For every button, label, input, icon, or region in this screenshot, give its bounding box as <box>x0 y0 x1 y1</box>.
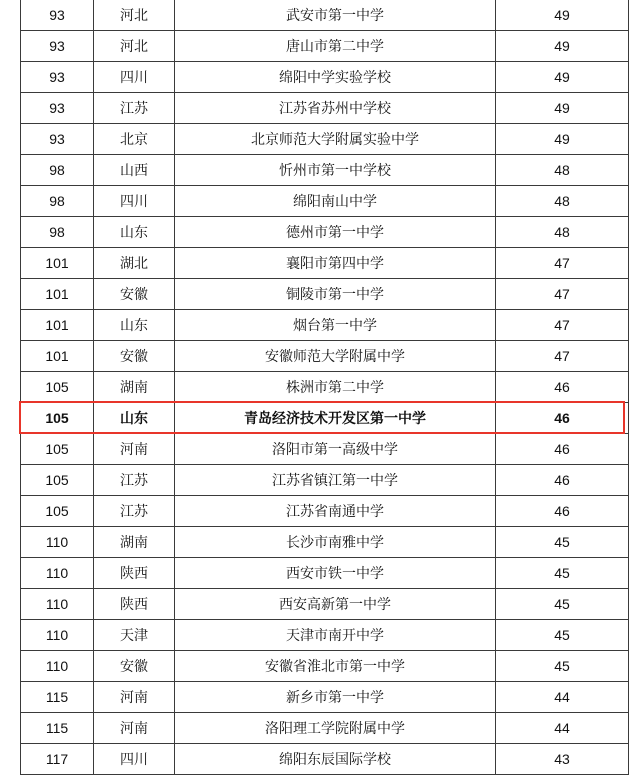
cell-province: 湖南 <box>94 372 175 403</box>
table-body <box>21 0 629 775</box>
cell-province: 山西 <box>94 155 175 186</box>
table-row <box>21 62 629 93</box>
cell-score: 47 <box>496 310 629 341</box>
cell-province: 山东 <box>94 403 175 434</box>
cell-province: 陕西 <box>94 589 175 620</box>
cell-province: 山东 <box>94 310 175 341</box>
cell-province: 河北 <box>94 31 175 62</box>
cell-rank: 105 <box>21 434 94 465</box>
cell-rank: 101 <box>21 248 94 279</box>
cell-school-name: 绵阳中学实验学校 <box>175 62 496 93</box>
cell-score: 49 <box>496 62 629 93</box>
cell-score: 46 <box>496 372 629 403</box>
cell-score: 49 <box>496 93 629 124</box>
cell-rank: 110 <box>21 527 94 558</box>
cell-rank: 110 <box>21 558 94 589</box>
cell-rank: 110 <box>21 651 94 682</box>
cell-rank: 101 <box>21 279 94 310</box>
table-row <box>21 372 629 403</box>
cell-school-name: 江苏省南通中学 <box>175 496 496 527</box>
school-ranking-table <box>20 0 629 775</box>
cell-score: 49 <box>496 0 629 31</box>
cell-school-name: 江苏省镇江第一中学 <box>175 465 496 496</box>
cell-school-name: 唐山市第二中学 <box>175 31 496 62</box>
cell-school-name: 西安高新第一中学 <box>175 589 496 620</box>
cell-province: 四川 <box>94 186 175 217</box>
table-row <box>21 527 629 558</box>
cell-score: 46 <box>496 403 629 434</box>
cell-score: 44 <box>496 713 629 744</box>
cell-rank: 93 <box>21 124 94 155</box>
cell-score: 45 <box>496 527 629 558</box>
cell-province: 安徽 <box>94 341 175 372</box>
table-row <box>21 155 629 186</box>
cell-score: 45 <box>496 651 629 682</box>
cell-rank: 110 <box>21 589 94 620</box>
table-row <box>21 620 629 651</box>
cell-province: 四川 <box>94 744 175 775</box>
cell-province: 陕西 <box>94 558 175 589</box>
cell-score: 49 <box>496 124 629 155</box>
cell-school-name: 江苏省苏州中学校 <box>175 93 496 124</box>
cell-school-name: 安徽师范大学附属中学 <box>175 341 496 372</box>
cell-rank: 101 <box>21 310 94 341</box>
cell-province: 湖北 <box>94 248 175 279</box>
table-row <box>21 496 629 527</box>
cell-province: 河南 <box>94 713 175 744</box>
cell-school-name: 天津市南开中学 <box>175 620 496 651</box>
cell-rank: 115 <box>21 682 94 713</box>
cell-score: 48 <box>496 217 629 248</box>
cell-school-name: 安徽省淮北市第一中学 <box>175 651 496 682</box>
cell-score: 48 <box>496 155 629 186</box>
cell-score: 47 <box>496 248 629 279</box>
cell-province: 安徽 <box>94 279 175 310</box>
cell-school-name: 烟台第一中学 <box>175 310 496 341</box>
cell-score: 47 <box>496 341 629 372</box>
cell-province: 北京 <box>94 124 175 155</box>
table-row <box>21 651 629 682</box>
cell-school-name: 忻州市第一中学校 <box>175 155 496 186</box>
cell-rank: 101 <box>21 341 94 372</box>
cell-province: 安徽 <box>94 651 175 682</box>
table-row <box>21 31 629 62</box>
cell-rank: 105 <box>21 372 94 403</box>
cell-province: 江苏 <box>94 93 175 124</box>
table-row <box>21 310 629 341</box>
table-row <box>21 279 629 310</box>
cell-school-name: 武安市第一中学 <box>175 0 496 31</box>
table-row <box>21 124 629 155</box>
table-row <box>21 465 629 496</box>
cell-rank: 115 <box>21 713 94 744</box>
cell-score: 43 <box>496 744 629 775</box>
table-row <box>21 434 629 465</box>
cell-school-name: 北京师范大学附属实验中学 <box>175 124 496 155</box>
table-row <box>21 682 629 713</box>
cell-school-name: 襄阳市第四中学 <box>175 248 496 279</box>
cell-province: 江苏 <box>94 496 175 527</box>
table-row <box>21 0 629 31</box>
cell-rank: 98 <box>21 155 94 186</box>
cell-score: 45 <box>496 620 629 651</box>
cell-province: 天津 <box>94 620 175 651</box>
cell-rank: 98 <box>21 217 94 248</box>
cell-school-name: 青岛经济技术开发区第一中学 <box>175 403 496 434</box>
cell-school-name: 德州市第一中学 <box>175 217 496 248</box>
cell-score: 46 <box>496 496 629 527</box>
cell-score: 47 <box>496 279 629 310</box>
cell-school-name: 株洲市第二中学 <box>175 372 496 403</box>
cell-province: 山东 <box>94 217 175 248</box>
cell-school-name: 西安市铁一中学 <box>175 558 496 589</box>
table-row <box>21 589 629 620</box>
cell-school-name: 铜陵市第一中学 <box>175 279 496 310</box>
cell-rank: 93 <box>21 0 94 31</box>
cell-rank: 105 <box>21 496 94 527</box>
table-row <box>21 217 629 248</box>
cell-score: 49 <box>496 31 629 62</box>
table-row <box>21 248 629 279</box>
table-row <box>21 341 629 372</box>
table-row <box>21 744 629 775</box>
table-row <box>21 93 629 124</box>
cell-school-name: 绵阳南山中学 <box>175 186 496 217</box>
cell-school-name: 洛阳理工学院附属中学 <box>175 713 496 744</box>
cell-school-name: 洛阳市第一高级中学 <box>175 434 496 465</box>
cell-score: 45 <box>496 558 629 589</box>
cell-score: 44 <box>496 682 629 713</box>
cell-school-name: 新乡市第一中学 <box>175 682 496 713</box>
table-row <box>21 403 629 434</box>
cell-school-name: 绵阳东辰国际学校 <box>175 744 496 775</box>
table-row <box>21 186 629 217</box>
cell-rank: 93 <box>21 31 94 62</box>
cell-province: 河南 <box>94 434 175 465</box>
cell-rank: 93 <box>21 93 94 124</box>
cell-rank: 93 <box>21 62 94 93</box>
cell-school-name: 长沙市南雅中学 <box>175 527 496 558</box>
cell-rank: 105 <box>21 465 94 496</box>
cell-province: 江苏 <box>94 465 175 496</box>
cell-province: 河北 <box>94 0 175 31</box>
cell-rank: 105 <box>21 403 94 434</box>
table-row <box>21 558 629 589</box>
cell-score: 46 <box>496 434 629 465</box>
cell-province: 四川 <box>94 62 175 93</box>
cell-rank: 110 <box>21 620 94 651</box>
cell-score: 48 <box>496 186 629 217</box>
cell-score: 46 <box>496 465 629 496</box>
cell-province: 河南 <box>94 682 175 713</box>
cell-rank: 117 <box>21 744 94 775</box>
table-row <box>21 713 629 744</box>
cell-rank: 98 <box>21 186 94 217</box>
cell-score: 45 <box>496 589 629 620</box>
cell-province: 湖南 <box>94 527 175 558</box>
